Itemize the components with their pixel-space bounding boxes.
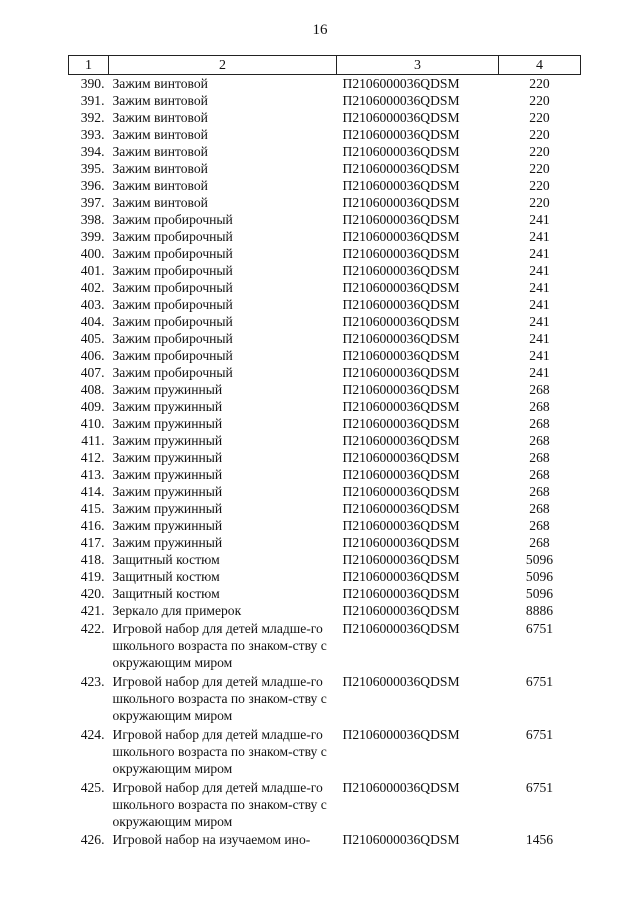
table-row xyxy=(69,194,581,211)
row-number: 396. xyxy=(80,178,105,193)
item-code: П2106000036QDSM xyxy=(342,518,460,533)
item-code: П2106000036QDSM xyxy=(342,552,460,567)
row-number: 421. xyxy=(80,603,105,618)
item-name: Зажим винтовой xyxy=(112,110,208,125)
item-quantity: 220 xyxy=(529,195,550,210)
item-code: П2106000036QDSM xyxy=(342,314,460,329)
column-header-1: 1 xyxy=(69,56,109,75)
item-code: П2106000036QDSM xyxy=(342,621,460,636)
row-number: 413. xyxy=(80,467,105,482)
table-row xyxy=(69,831,581,848)
item-quantity: 6751 xyxy=(525,727,554,742)
table-row xyxy=(69,585,581,602)
item-name: Зажим винтовой xyxy=(112,93,208,108)
item-name: Зажим пружинный xyxy=(112,484,223,499)
row-number: 394. xyxy=(80,144,105,159)
item-quantity: 241 xyxy=(529,229,550,244)
item-quantity: 5096 xyxy=(525,569,554,584)
item-quantity: 241 xyxy=(529,348,550,363)
items-table xyxy=(68,55,581,848)
item-code: П2106000036QDSM xyxy=(342,416,460,431)
table-header-row xyxy=(69,56,581,75)
table-row xyxy=(69,449,581,466)
row-number: 425. xyxy=(80,780,105,795)
item-code: П2106000036QDSM xyxy=(342,535,460,550)
table-row xyxy=(69,381,581,398)
item-quantity: 6751 xyxy=(525,674,554,689)
row-number: 418. xyxy=(80,552,105,567)
table-row xyxy=(69,364,581,381)
item-quantity: 1456 xyxy=(525,832,554,847)
item-name: Игровой набор для детей младше-го школьного возраста по знаком-ству с окружающим миром xyxy=(112,621,327,670)
item-code: П2106000036QDSM xyxy=(342,246,460,261)
table-row xyxy=(69,347,581,364)
item-quantity: 5096 xyxy=(525,552,554,567)
item-code: П2106000036QDSM xyxy=(342,780,460,795)
item-name: Зажим пружинный xyxy=(112,433,223,448)
table-row xyxy=(69,778,581,831)
item-quantity: 241 xyxy=(529,280,550,295)
item-code: П2106000036QDSM xyxy=(342,297,460,312)
row-number: 400. xyxy=(80,246,105,261)
item-code: П2106000036QDSM xyxy=(342,365,460,380)
item-quantity: 5096 xyxy=(525,586,554,601)
item-quantity: 220 xyxy=(529,93,550,108)
table-row xyxy=(69,279,581,296)
item-code: П2106000036QDSM xyxy=(342,727,460,742)
table-row xyxy=(69,619,581,672)
table-row xyxy=(69,245,581,262)
item-name: Зажим пробирочный xyxy=(112,246,233,261)
item-quantity: 268 xyxy=(529,501,550,516)
table-row xyxy=(69,313,581,330)
page-number: 16 xyxy=(312,22,328,38)
item-name: Зажим пружинный xyxy=(112,382,223,397)
table-row xyxy=(69,109,581,126)
item-code: П2106000036QDSM xyxy=(342,399,460,414)
item-quantity: 268 xyxy=(529,484,550,499)
item-code: П2106000036QDSM xyxy=(342,382,460,397)
item-quantity: 6751 xyxy=(525,780,554,795)
table-row xyxy=(69,177,581,194)
row-number: 404. xyxy=(80,314,105,329)
row-number: 397. xyxy=(80,195,105,210)
item-name: Зажим винтовой xyxy=(112,76,208,91)
item-name: Игровой набор на изучаемом ино- xyxy=(112,832,311,847)
item-code: П2106000036QDSM xyxy=(342,450,460,465)
item-quantity: 268 xyxy=(529,399,550,414)
table-body xyxy=(69,75,581,849)
item-quantity: 268 xyxy=(529,535,550,550)
item-name: Зажим пружинный xyxy=(112,518,223,533)
item-code: П2106000036QDSM xyxy=(342,280,460,295)
row-number: 408. xyxy=(80,382,105,397)
item-code: П2106000036QDSM xyxy=(342,93,460,108)
item-name: Зажим пружинный xyxy=(112,450,223,465)
item-name: Зажим пробирочный xyxy=(112,365,233,380)
row-number: 419. xyxy=(80,569,105,584)
item-name: Игровой набор для детей младше-го школьного возраста по знаком-ству с окружающим миром xyxy=(112,674,327,723)
item-code: П2106000036QDSM xyxy=(342,331,460,346)
item-quantity: 241 xyxy=(529,212,550,227)
item-name: Игровой набор для детей младше-го школьного возраста по знаком-ству с окружающим миром xyxy=(112,727,327,776)
table-row xyxy=(69,75,581,93)
item-code: П2106000036QDSM xyxy=(342,127,460,142)
table-row xyxy=(69,211,581,228)
item-name: Зажим пружинный xyxy=(112,416,223,431)
item-name: Зажим винтовой xyxy=(112,195,208,210)
row-number: 412. xyxy=(80,450,105,465)
item-name: Зажим пружинный xyxy=(112,535,223,550)
row-number: 422. xyxy=(80,621,105,636)
row-number: 398. xyxy=(80,212,105,227)
item-name: Зажим пружинный xyxy=(112,399,223,414)
item-code: П2106000036QDSM xyxy=(342,484,460,499)
row-number: 402. xyxy=(80,280,105,295)
row-number: 424. xyxy=(80,727,105,742)
row-number: 415. xyxy=(80,501,105,516)
table-row xyxy=(69,296,581,313)
item-code: П2106000036QDSM xyxy=(342,569,460,584)
item-quantity: 220 xyxy=(529,161,550,176)
table-row xyxy=(69,568,581,585)
item-code: П2106000036QDSM xyxy=(342,212,460,227)
item-code: П2106000036QDSM xyxy=(342,144,460,159)
item-quantity: 8886 xyxy=(525,603,554,618)
item-quantity: 241 xyxy=(529,263,550,278)
row-number: 403. xyxy=(80,297,105,312)
row-number: 420. xyxy=(80,586,105,601)
row-number: 405. xyxy=(80,331,105,346)
table-row xyxy=(69,602,581,619)
item-name: Зеркало для примерок xyxy=(112,603,242,618)
item-name: Зажим пробирочный xyxy=(112,331,233,346)
table-row xyxy=(69,330,581,347)
table-row xyxy=(69,725,581,778)
table-row xyxy=(69,398,581,415)
row-number: 414. xyxy=(80,484,105,499)
row-number: 401. xyxy=(80,263,105,278)
item-quantity: 241 xyxy=(529,331,550,346)
item-code: П2106000036QDSM xyxy=(342,110,460,125)
item-name: Зажим пробирочный xyxy=(112,314,233,329)
item-name: Защитный костюм xyxy=(112,552,220,567)
row-number: 407. xyxy=(80,365,105,380)
item-quantity: 6751 xyxy=(525,621,554,636)
item-name: Защитный костюм xyxy=(112,569,220,584)
item-code: П2106000036QDSM xyxy=(342,76,460,91)
item-quantity: 220 xyxy=(529,144,550,159)
item-name: Зажим винтовой xyxy=(112,127,208,142)
item-quantity: 241 xyxy=(529,297,550,312)
item-code: П2106000036QDSM xyxy=(342,674,460,689)
table-row xyxy=(69,517,581,534)
item-code: П2106000036QDSM xyxy=(342,433,460,448)
row-number: 392. xyxy=(80,110,105,125)
row-number: 417. xyxy=(80,535,105,550)
table-row xyxy=(69,262,581,279)
item-code: П2106000036QDSM xyxy=(342,263,460,278)
row-number: 423. xyxy=(80,674,105,689)
item-name: Игровой набор для детей младше-го школьного возраста по знаком-ству с окружающим миром xyxy=(112,780,327,829)
item-code: П2106000036QDSM xyxy=(342,501,460,516)
table-row xyxy=(69,551,581,568)
row-number: 399. xyxy=(80,229,105,244)
item-quantity: 220 xyxy=(529,110,550,125)
item-quantity: 241 xyxy=(529,246,550,261)
table-row xyxy=(69,228,581,245)
table-row xyxy=(69,92,581,109)
item-quantity: 220 xyxy=(529,178,550,193)
item-code: П2106000036QDSM xyxy=(342,832,460,847)
item-name: Зажим пружинный xyxy=(112,501,223,516)
row-number: 409. xyxy=(80,399,105,414)
item-quantity: 241 xyxy=(529,365,550,380)
column-header-3: 3 xyxy=(337,56,499,75)
table-row xyxy=(69,432,581,449)
item-name: Зажим винтовой xyxy=(112,161,208,176)
table-row xyxy=(69,160,581,177)
item-quantity: 220 xyxy=(529,127,550,142)
table-row xyxy=(69,415,581,432)
row-number: 411. xyxy=(81,433,105,448)
item-code: П2106000036QDSM xyxy=(342,229,460,244)
row-number: 406. xyxy=(80,348,105,363)
item-name: Зажим пробирочный xyxy=(112,280,233,295)
column-header-2: 2 xyxy=(109,56,337,75)
item-name: Зажим пробирочный xyxy=(112,263,233,278)
item-quantity: 268 xyxy=(529,416,550,431)
item-quantity: 268 xyxy=(529,433,550,448)
column-header-4: 4 xyxy=(499,56,581,75)
item-code: П2106000036QDSM xyxy=(342,467,460,482)
row-number: 393. xyxy=(80,127,105,142)
item-name: Зажим пробирочный xyxy=(112,297,233,312)
item-code: П2106000036QDSM xyxy=(342,178,460,193)
item-quantity: 268 xyxy=(529,382,550,397)
item-name: Зажим пружинный xyxy=(112,467,223,482)
row-number: 426. xyxy=(80,832,105,847)
item-name: Зажим пробирочный xyxy=(112,212,233,227)
table-row xyxy=(69,500,581,517)
table-row xyxy=(69,143,581,160)
table-row xyxy=(69,534,581,551)
item-quantity: 268 xyxy=(529,518,550,533)
item-name: Зажим пробирочный xyxy=(112,229,233,244)
row-number: 416. xyxy=(80,518,105,533)
item-quantity: 241 xyxy=(529,314,550,329)
item-quantity: 220 xyxy=(529,76,550,91)
table-row xyxy=(69,672,581,725)
item-name: Защитный костюм xyxy=(112,586,220,601)
row-number: 391. xyxy=(80,93,105,108)
table-row xyxy=(69,466,581,483)
item-name: Зажим пробирочный xyxy=(112,348,233,363)
table-row xyxy=(69,483,581,500)
item-name: Зажим винтовой xyxy=(112,178,208,193)
row-number: 410. xyxy=(80,416,105,431)
item-code: П2106000036QDSM xyxy=(342,195,460,210)
item-quantity: 268 xyxy=(529,467,550,482)
row-number: 390. xyxy=(80,76,105,91)
item-code: П2106000036QDSM xyxy=(342,161,460,176)
item-code: П2106000036QDSM xyxy=(342,603,460,618)
table-row xyxy=(69,126,581,143)
row-number: 395. xyxy=(80,161,105,176)
item-name: Зажим винтовой xyxy=(112,144,208,159)
item-code: П2106000036QDSM xyxy=(342,348,460,363)
item-code: П2106000036QDSM xyxy=(342,586,460,601)
item-quantity: 268 xyxy=(529,450,550,465)
